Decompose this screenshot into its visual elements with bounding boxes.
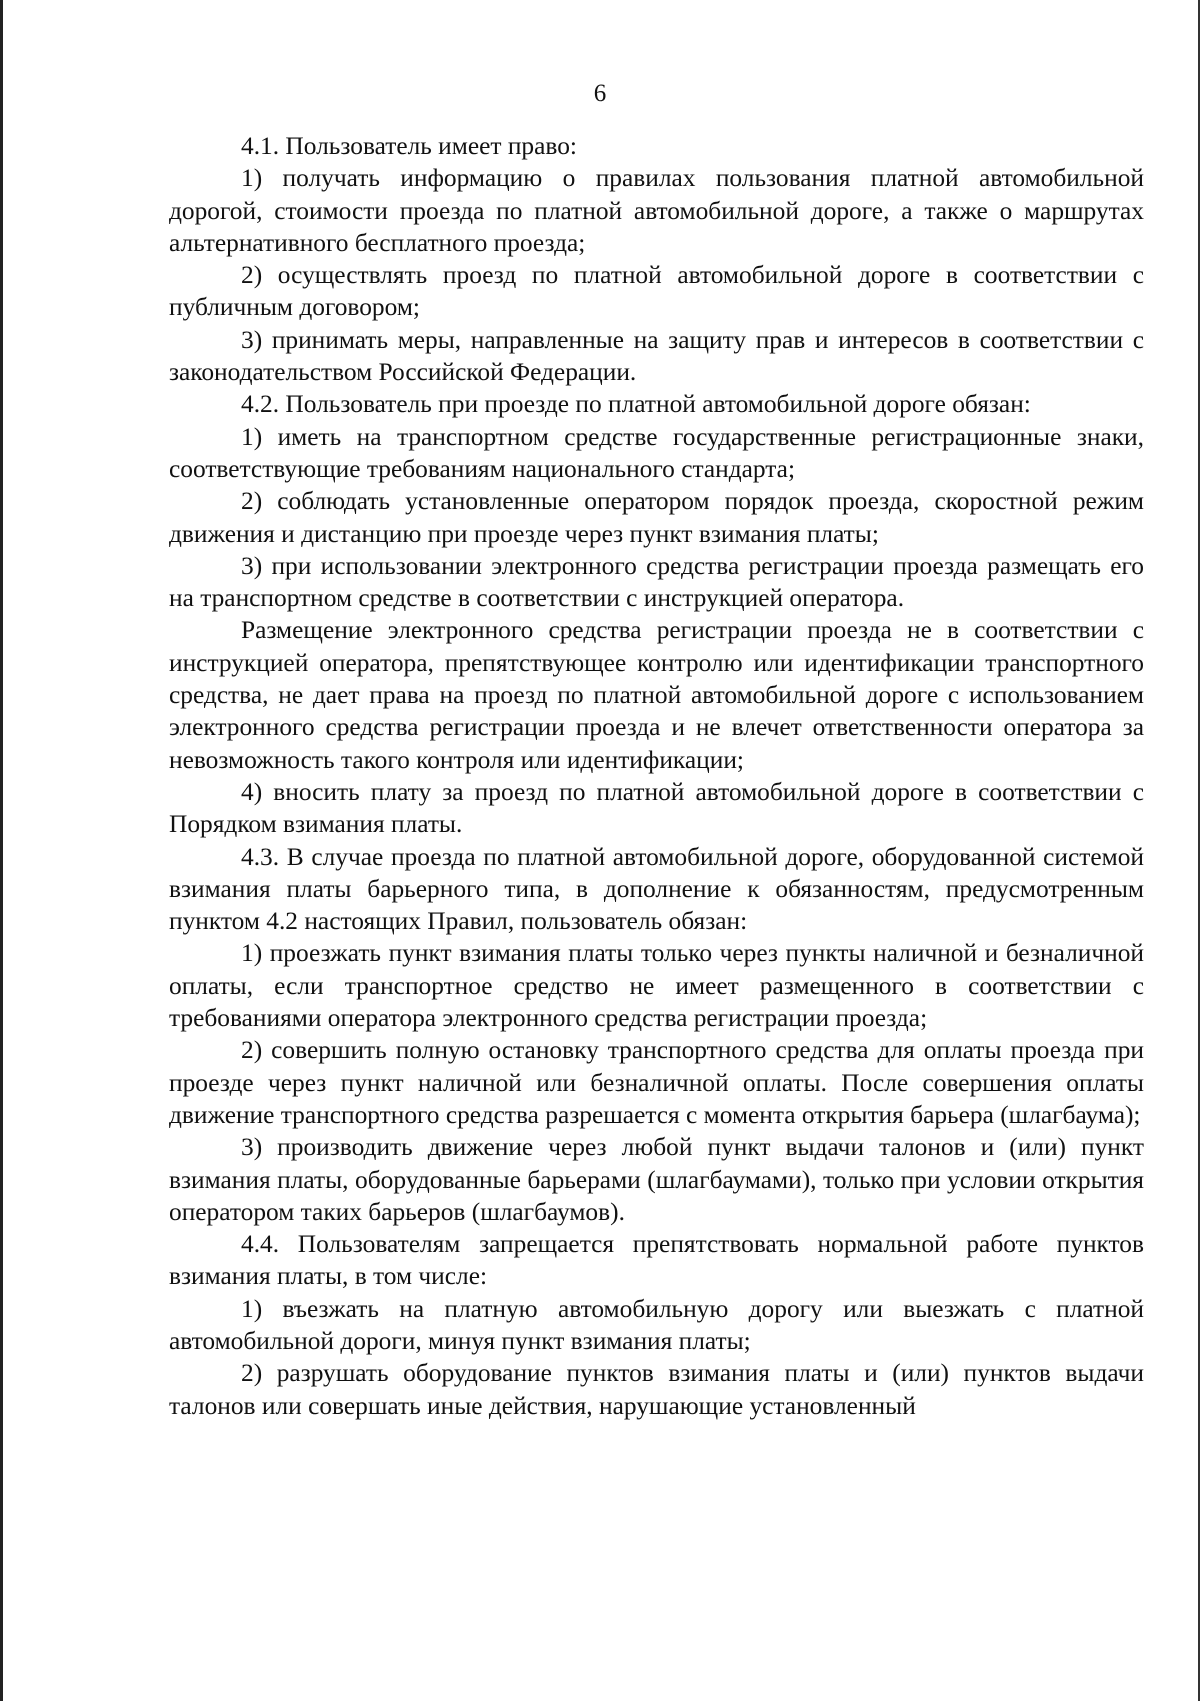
- paragraph-4-2-item-2: 2) соблюдать установленные оператором порядок проезда, скоростной режим движения и дистанцию при проезде через пункт взимания платы;: [169, 487, 1144, 548]
- paragraph-4-2-item-3: 3) при использовании электронного средства регистрации проезда размещать его на транспортном средстве в соответствии с инструкцией оператора.: [169, 551, 1144, 613]
- paragraph-4-1-item-3: 3) принимать меры, направленные на защиту прав и интересов в соответствии с законодательством Российской Федерации.: [169, 325, 1144, 387]
- paragraph-4-1-item-1: 1) получать информацию о правилах пользования платной автомобильной дорогой, стоимости проезда по платной автомобильной дороге, а также о маршрутах альтернативного бесплатного проезда;: [169, 164, 1144, 257]
- paragraph-4-4-item-1: 1) въезжать на платную автомобильную дорогу или выезжать с платной автомобильной дороги, минуя пункт взимания платы;: [169, 1294, 1144, 1355]
- scan-edge-left: [0, 0, 3, 1701]
- paragraph-4-3-item-3: 3) производить движение через любой пункт выдачи талонов и (или) пункт взимания платы, оборудованные барьерами (шлагбаумами), только при условии открытия оператором таких барьеров (шлагбаумов).: [169, 1133, 1144, 1226]
- section-4-3-heading: 4.3. В случае проезда по платной автомобильной дороге, оборудованной системой взимания платы барьерного типа, в дополнение к обязанностям, предусмотренным пунктом 4.2 настоящих Правил, пользователь обязан:: [169, 842, 1144, 936]
- document-body: [169, 130, 1144, 1422]
- paragraph-4-2-note: Размещение электронного средства регистрации проезда не в соответствии с инструкцией оператора, препятствующее контролю или идентификации транспортного средства, не дает права на проезд по платной автомобильной дороге с использованием электронного средства регистрации проезда и не влечет ответственности оператора за невозможность такого контроля или идентификации;: [169, 616, 1144, 774]
- paragraph-4-4-item-2: 2) разрушать оборудование пунктов взимания платы и (или) пунктов выдачи талонов или совершать иные действия, нарушающие установленный: [169, 1359, 1144, 1420]
- paragraph-4-2-item-1: 1) иметь на транспортном средстве государственные регистрационные знаки, соответствующие требованиям национального стандарта;: [169, 422, 1144, 483]
- section-4-1-heading: 4.1. Пользователь имеет право:: [241, 132, 577, 160]
- section-4-2-heading: 4.2. Пользователь при проезде по платной автомобильной дороге обязан:: [241, 390, 1031, 419]
- page-number: 6: [593, 80, 607, 107]
- section-4-4-heading: 4.4. Пользователям запрещается препятствовать нормальной работе пунктов взимания платы, в том числе:: [169, 1230, 1144, 1291]
- paragraph-4-1-item-2: 2) осуществлять проезд по платной автомобильной дороге в соответствии с публичным договором;: [169, 261, 1144, 322]
- paragraph-4-3-item-2: 2) совершить полную остановку транспортного средства для оплаты проезда при проезде через пункт наличной или безналичной оплаты. После совершения оплаты движение транспортного средства разрешается с момента открытия барьера (шлагбаума);: [169, 1036, 1144, 1129]
- paragraph-4-3-item-1: 1) проезжать пункт взимания платы только через пункты наличной и безналичной оплаты, если транспортное средство не имеет размещенного в соответствии с требованиями оператора электронного средства регистрации проезда;: [169, 939, 1144, 1033]
- paragraph-4-2-item-4: 4) вносить плату за проезд по платной автомобильной дороге в соответствии с Порядком взимания платы.: [169, 777, 1144, 839]
